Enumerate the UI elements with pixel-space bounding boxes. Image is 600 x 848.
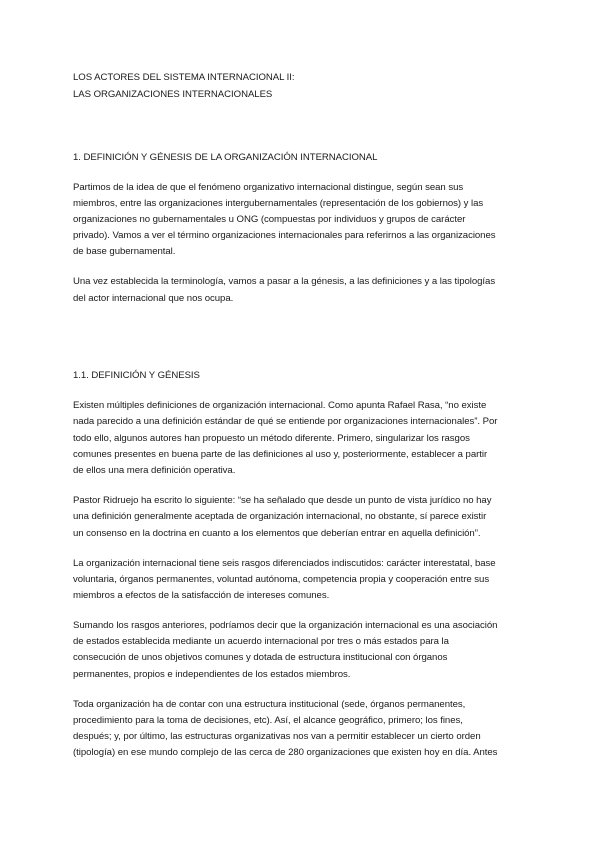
paragraph-line: miembros a efectos de la satisfacción de intereses comunes. xyxy=(73,590,330,601)
paragraph-line: todo ello, algunos autores han propuesto un método diferente. Primero, singularizar los rasgos xyxy=(73,433,470,444)
paragraph-line: miembros, entre las organizaciones intergubernamentales (representación de los gobiernos) y las xyxy=(73,198,484,209)
paragraph-line: privado). Vamos a ver el término organizaciones internacionales para referirnos a las organizaciones xyxy=(73,230,496,241)
section-heading-1-1: 1.1. DEFINICIÓN Y GÉNESIS xyxy=(73,370,200,381)
paragraph-line: una definición generalmente aceptada de organización internacional, no obstante, sí parece existir xyxy=(73,511,487,522)
paragraph-line: Pastor Ridruejo ha escrito lo siguiente: “se ha señalado que desde un punto de vista jurídico no hay xyxy=(73,495,492,506)
paragraph-line: de ellos una mera definición operativa. xyxy=(73,465,236,476)
paragraph-line: voluntaria, órganos permanentes, voluntad autónoma, competencia propia y cooperación entre sus xyxy=(73,574,490,585)
paragraph-line: Sumando los rasgos anteriores, podríamos decir que la organización internacional es una asociación xyxy=(73,620,498,631)
paragraph-line: de estados establecida mediante un acuerdo internacional por tres o más estados para la xyxy=(73,636,449,647)
paragraph-line: nada parecido a una definición estándar de qué se entiende por organizaciones internacionales”. Por xyxy=(73,416,498,427)
paragraph-line: (tipología) en ese mundo complejo de las cerca de 280 organizaciones que existen hoy en día. Antes xyxy=(73,747,498,758)
paragraph-line: Existen múltiples definiciones de organización internacional. Como apunta Rafael Rasa, “no existe xyxy=(73,400,487,411)
paragraph-line: de base gubernamental. xyxy=(73,246,176,257)
paragraph-line: un consenso en la doctrina en cuanto a los elementos que deberían entrar en aquella definición”. xyxy=(73,528,481,539)
paragraph-line: del actor internacional que nos ocupa. xyxy=(73,293,234,304)
paragraph-line: consecución de unos objetivos comunes y dotada de estructura institucional con órganos xyxy=(73,652,448,663)
paragraph-line: procedimiento para la toma de decisiones, etc). Así, el alcance geográfico, primero; los fines, xyxy=(73,715,463,726)
paragraph-line: comunes presentes en buena parte de las definiciones al uso y, posteriormente, establecer a partir xyxy=(73,449,488,460)
paragraph-line: Toda organización ha de contar con una estructura institucional (sede, órganos permanentes, xyxy=(73,699,466,710)
paragraph-line: después; y, por último, las estructuras organizativas nos van a permitir establecer un cierto orden xyxy=(73,731,481,742)
section-heading-1: 1. DEFINICIÓN Y GÉNESIS DE LA ORGANIZACIÓN INTERNACIONAL xyxy=(73,152,378,163)
paragraph-line: Partimos de la idea de que el fenómeno organizativo internacional distingue, según sean sus xyxy=(73,182,464,193)
paragraph-line: Una vez establecida la terminología, vamos a pasar a la génesis, a las definiciones y a las tipologías xyxy=(73,276,496,287)
document-title-line-1: LOS ACTORES DEL SISTEMA INTERNACIONAL II: xyxy=(73,72,295,83)
paragraph-line: organizaciones no gubernamentales u ONG (compuestas por individuos y grupos de carácter xyxy=(73,214,466,225)
paragraph-line: La organización internacional tiene seis rasgos diferenciados indiscutidos: carácter interestatal, base xyxy=(73,558,496,569)
paragraph-line: permanentes, propios e independientes de los estados miembros. xyxy=(73,669,351,680)
document-title-line-2: LAS ORGANIZACIONES INTERNACIONALES xyxy=(73,89,273,100)
